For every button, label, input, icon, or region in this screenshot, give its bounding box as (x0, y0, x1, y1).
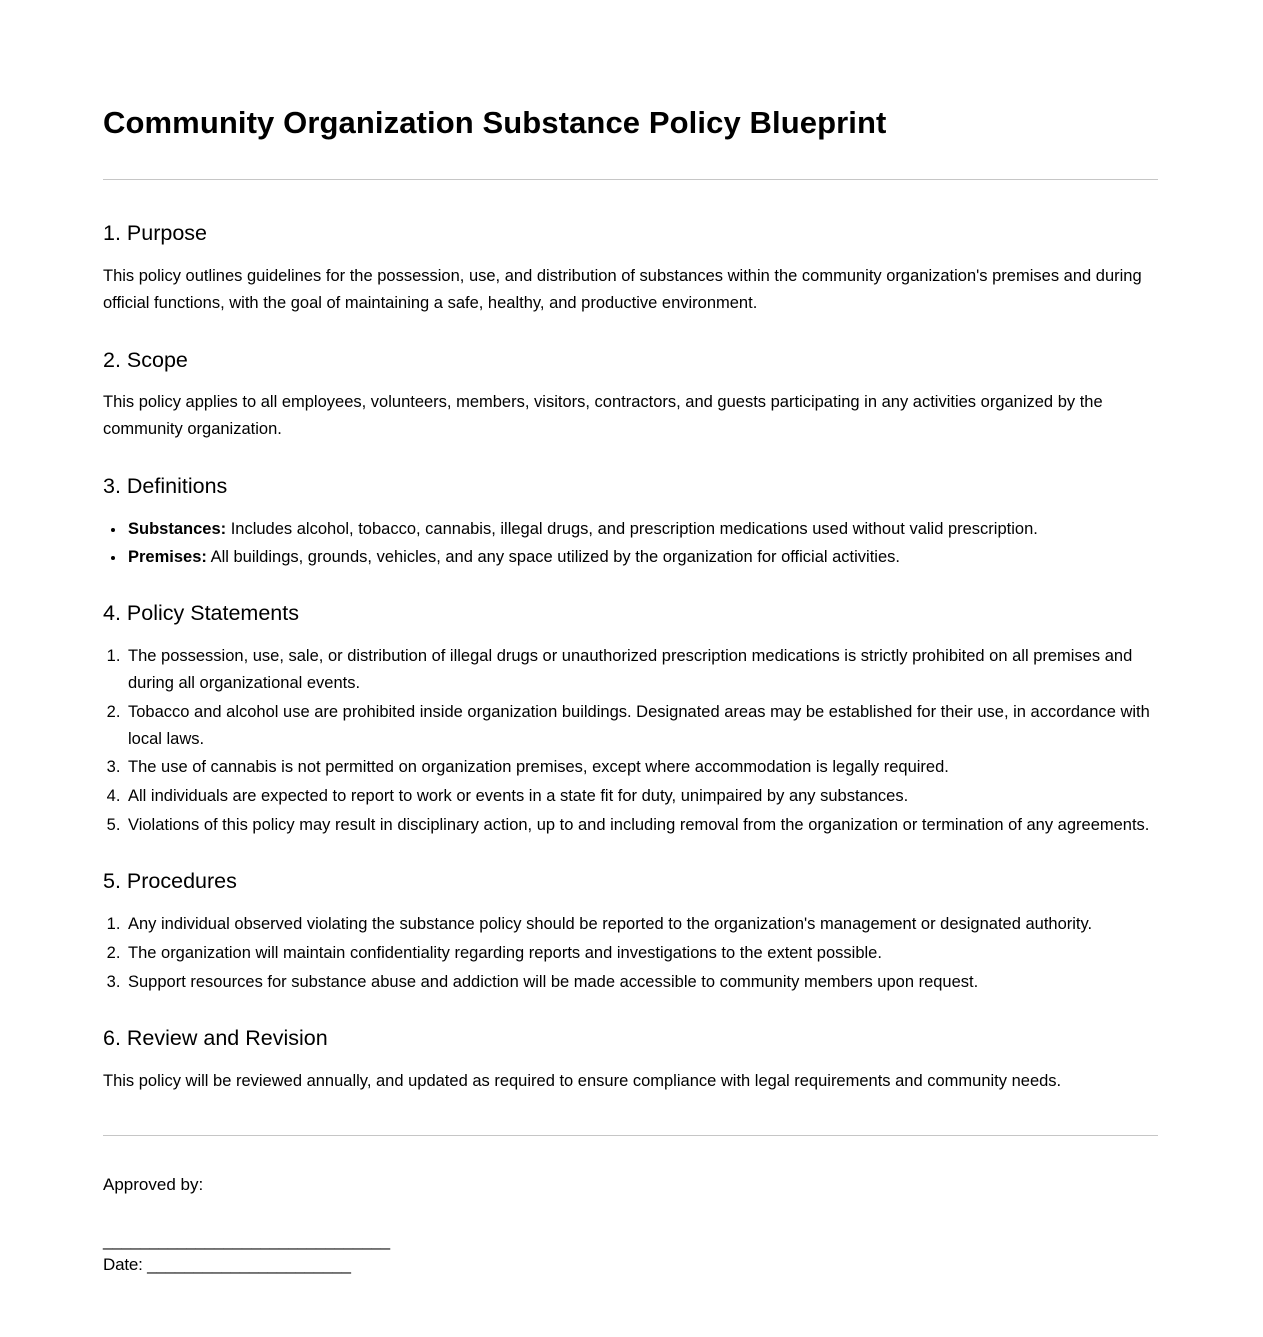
section-heading-purpose: 1. Purpose (103, 221, 207, 246)
list-item: 1. Any individual observed violating the substance policy should be reported to the organization's management or designated authority. (125, 911, 1158, 938)
definition-term: Premises: (128, 548, 207, 567)
section-scope (103, 347, 1158, 443)
section-heading-definitions: 3. Definitions (103, 473, 228, 498)
section-heading-review-and-revision: 6. Review and Revision (103, 1026, 328, 1051)
date-line[interactable]: Date: ______________________ (103, 1255, 351, 1275)
section-heading-scope: 2. Scope (103, 347, 188, 372)
list-item: 3. The use of cannabis is not permitted on organization premises, except where accommodation is legally required. (125, 754, 1158, 781)
list-item: 4. All individuals are expected to report to work or events in a state fit for duty, unimpaired by any substances. (125, 783, 1158, 810)
section-policy-statements (103, 600, 1158, 838)
definition-text: All buildings, grounds, vehicles, and any space utilized by the organization for official activities. (206, 548, 900, 567)
list-item: 1. The possession, use, sale, or distribution of illegal drugs or unauthorized prescription medications is strictly prohibited on all premises and during all organizational events. (125, 643, 1158, 696)
header-divider (103, 179, 1158, 180)
approved-by-label: Approved by: (103, 1175, 204, 1194)
list-item: 3. Support resources for substance abuse and addiction will be made accessible to community members upon request. (125, 969, 1158, 996)
definition-text: Includes alcohol, tobacco, cannabis, illegal drugs, and prescription medications used without valid prescription. (226, 519, 1038, 538)
list-item (126, 516, 1158, 542)
list-item: 2. The organization will maintain confidentiality regarding reports and investigations to the extent possible. (125, 940, 1158, 967)
section-body-scope: This policy applies to all employees, volunteers, members, visitors, contractors, and guests participating in any activities organized by the community organization. (103, 393, 1103, 439)
section-body-review-and-revision: This policy will be reviewed annually, and updated as required to ensure compliance with legal requirements and community needs. (103, 1072, 1062, 1091)
procedures-list (103, 911, 1158, 995)
policy-statements-list (103, 643, 1158, 838)
section-purpose (103, 220, 1158, 316)
list-item (126, 544, 1158, 570)
signature-line[interactable]: _______________________________ (103, 1230, 390, 1250)
page-title: Community Organization Substance Policy Blueprint (103, 105, 887, 140)
section-definitions (103, 473, 1158, 571)
section-procedures (103, 868, 1158, 995)
section-heading-policy-statements: 4. Policy Statements (103, 601, 299, 626)
list-item: 2. Tobacco and alcohol use are prohibited inside organization buildings. Designated areas may be established for their use, in accordance with local laws. (125, 699, 1158, 752)
section-heading-procedures: 5. Procedures (103, 869, 237, 894)
section-review-and-revision (103, 1025, 1158, 1095)
signature-block (103, 1172, 1158, 1337)
list-item: 5. Violations of this policy may result in disciplinary action, up to and including removal from the organization or termination of any agreements. (125, 812, 1158, 839)
definitions-list (103, 516, 1158, 571)
footer-divider (103, 1135, 1158, 1136)
section-body-purpose: This policy outlines guidelines for the possession, use, and distribution of substances within the community organization's premises and during official functions, with the goal of maintaining a safe, healthy, and productive environment. (103, 267, 1142, 312)
definition-term: Substances: (128, 519, 227, 538)
